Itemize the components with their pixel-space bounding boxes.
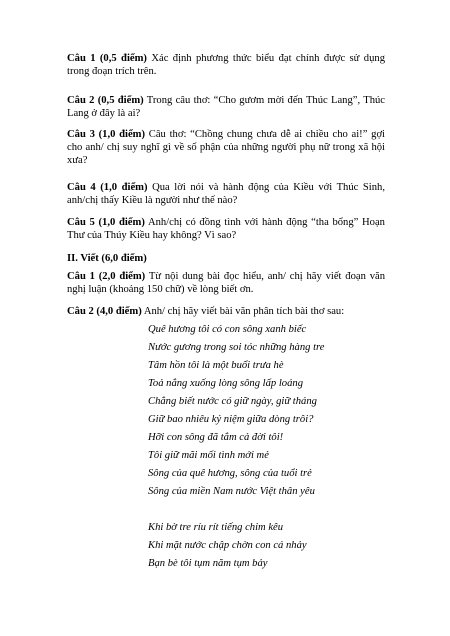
question-text: Anh/ chị hãy viết bài văn phân tích bài thơ sau: (141, 306, 345, 317)
question-label: Câu 2 (4,0 điểm) (67, 306, 142, 317)
question-text: Từ nội dung bài đọc hiểu, anh/ chị hãy viết đoạn văn nghị luận (khoảng 150 chữ) về lòng biết ơn. (67, 271, 385, 295)
writing-question-2 (67, 305, 385, 318)
poem-line: Hỡi con sông đã tắm cả đời tôi! (148, 432, 284, 443)
question-2 (67, 94, 385, 120)
poem-line: Sông của quê hương, sông của tuổi trẻ (148, 468, 312, 479)
question-label: Câu 3 (1,0 điểm) (67, 129, 146, 140)
poem-line: Khi mặt nước chập chờn con cá nhảy (148, 540, 307, 551)
question-text: Câu thơ: “Chồng chung chưa dễ ai chiều cho ai!” gợi cho anh/ chị suy nghĩ gì về số phận của những người phụ nữ trong xã hội xưa? (67, 129, 385, 166)
poem-line: Quê hương tôi có con sông xanh biếc (148, 324, 307, 335)
poem-line: Khi bờ tre ríu rít tiếng chim kêu (148, 522, 284, 533)
question-text: Xác định phương thức biểu đạt chính được sử dụng trong đoạn trích trên. (67, 53, 385, 77)
question-text: Qua lời nói và hành động của Kiều với Thúc Sinh, anh/chị thấy Kiều là người như thế nào? (67, 182, 385, 206)
question-label: Câu 4 (1,0 điểm) (67, 182, 148, 193)
poem-line: Toả nắng xuống lòng sông lấp loáng (148, 378, 303, 389)
section-title: II. Viết (6,0 điểm) (67, 253, 147, 264)
question-text: Anh/chị có đồng tình với hành động “tha bổng” Hoạn Thư của Thúy Kiều hay không? Vì sao? (67, 217, 385, 241)
question-label: Câu 2 (0,5 điểm) (67, 95, 144, 106)
writing-question-1 (67, 270, 385, 296)
poem-line: Bạn bè tôi tụm năm tụm bảy (148, 558, 268, 569)
question-3 (67, 128, 385, 167)
question-text: Trong câu thơ: “Cho gươm mời đến Thúc Lang”, Thúc Lang ở đây là ai? (67, 95, 385, 119)
poem-line: Tâm hồn tôi là một buổi trưa hè (148, 360, 284, 371)
question-label: Câu 1 (0,5 điểm) (67, 53, 147, 64)
question-label: Câu 1 (2,0 điểm) (67, 271, 146, 282)
poem-line: Chẳng biết nước có giữ ngày, giữ tháng (148, 396, 317, 407)
poem-line: Sông của miền Nam nước Việt thân yêu (148, 486, 315, 497)
poem-line: Tôi giữ mãi mối tình mới mẻ (148, 450, 269, 461)
question-5 (67, 216, 385, 242)
poem-line: Nước gương trong soi tóc những hàng tre (148, 342, 325, 353)
poem-line: Giữ bao nhiêu kỷ niệm giữa dòng trôi? (148, 414, 314, 425)
question-4 (67, 181, 385, 207)
question-1 (67, 52, 385, 78)
question-label: Câu 5 (1,0 điểm) (67, 217, 145, 228)
